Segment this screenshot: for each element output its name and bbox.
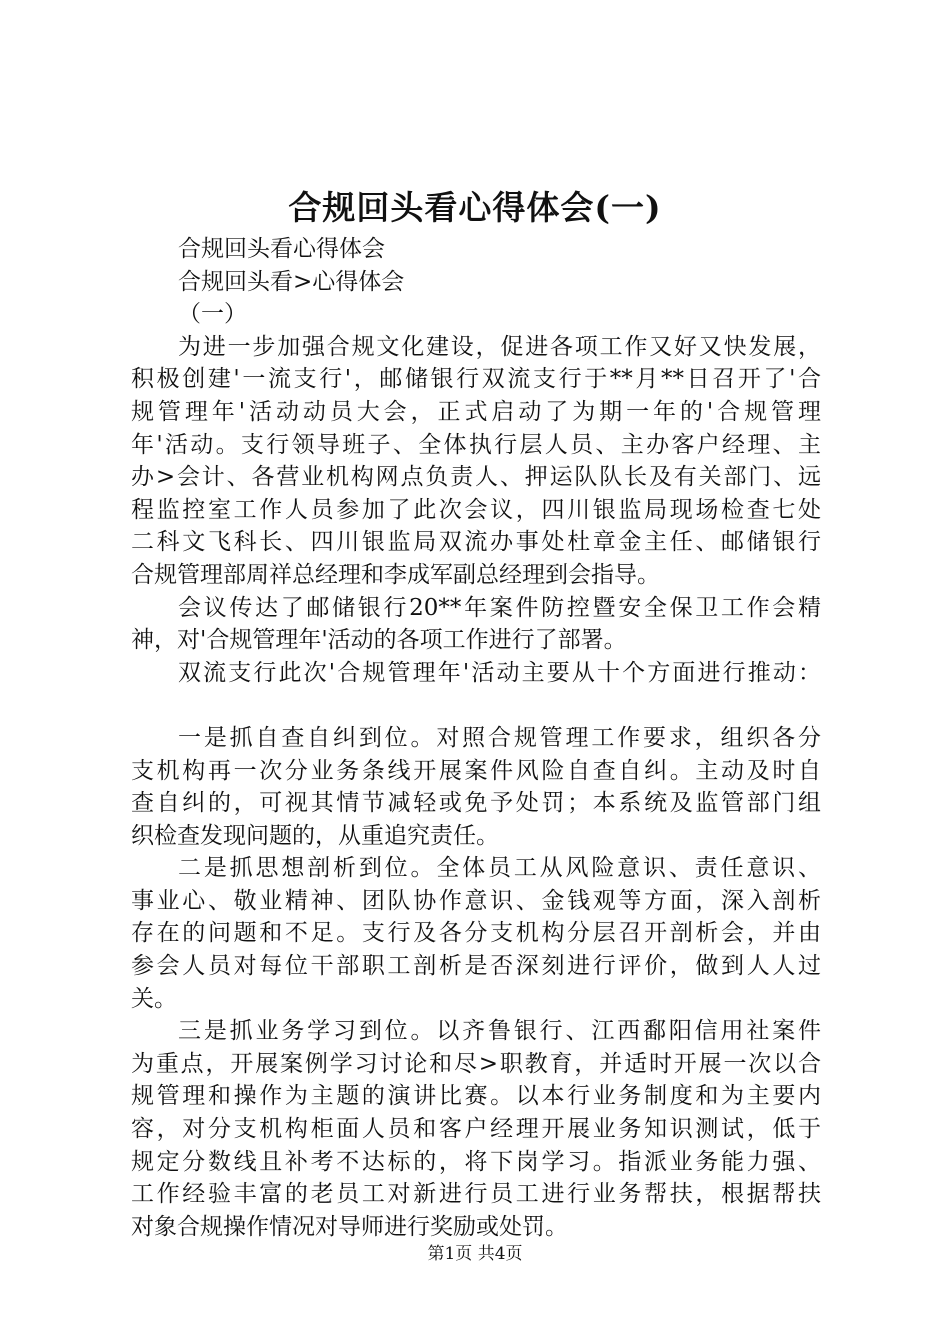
text-line: 关。 bbox=[131, 985, 177, 1012]
text-line: 程监控室工作人员参加了此次会议，四川银监局现场检查七处 bbox=[131, 496, 821, 523]
text-line: 会议传达了邮储银行20**年案件防控暨安全保卫工作会精 bbox=[178, 594, 821, 621]
paragraph bbox=[131, 657, 821, 690]
text-line: 存在的问题和不足。支行及各分支机构分层召开剖析会，并由 bbox=[131, 920, 821, 947]
paragraph bbox=[131, 331, 821, 592]
text-line: 工作经验丰富的老员工对新进行员工进行业务帮扶，根据帮扶 bbox=[131, 1181, 821, 1208]
page-footer: 第1页 共4页 bbox=[427, 1244, 523, 1264]
document-body bbox=[131, 233, 821, 1243]
subtitle-line: 合规回头看心得体会 bbox=[178, 236, 385, 262]
blank-line bbox=[131, 689, 821, 722]
document-title: 合规回头看心得体会(一) bbox=[288, 188, 662, 227]
text-line: 年'活动。支行领导班子、全体执行层人员、主办客户经理、主 bbox=[131, 431, 821, 458]
text-line: 事业心、敬业精神、团队协作意识、金钱观等方面，深入剖析 bbox=[131, 887, 821, 914]
text-line: 规定分数线且补考不达标的，将下岗学习。指派业务能力强、 bbox=[131, 1148, 821, 1175]
text-line: 神，对'合规管理年'活动的各项工作进行了部署。 bbox=[131, 627, 627, 654]
text-line: 查自纠的，可视其情节减轻或免予处罚；本系统及监管部门组 bbox=[131, 790, 821, 817]
text-line: 规管理年'活动动员大会，正式启动了为期一年的'合规管理 bbox=[131, 398, 821, 425]
text-line: 为重点，开展案例学习讨论和尽>职教育，并适时开展一次以合 bbox=[131, 1050, 821, 1077]
text-line: 双流支行此次'合规管理年'活动主要从十个方面进行推动： bbox=[178, 659, 821, 686]
text-line: 积极创建'一流支行'，邮储银行双流支行于**月**日召开了'合 bbox=[131, 366, 821, 393]
text-line: 对象合规操作情况对导师进行奖励或处罚。 bbox=[131, 1213, 568, 1240]
text-line: 三是抓业务学习到位。以齐鲁银行、江西鄱阳信用社案件 bbox=[178, 1018, 821, 1045]
text-line: 规管理和操作为主题的演讲比赛。以本行业务制度和为主要内 bbox=[131, 1083, 821, 1110]
text-line: 二是抓思想剖析到位。全体员工从风险意识、责任意识、 bbox=[178, 855, 821, 882]
text-line: 为进一步加强合规文化建设，促进各项工作又好又快发展， bbox=[178, 333, 821, 360]
text-line: 二科文飞科长、四川银监局双流办事处杜章金主任、邮储银行 bbox=[131, 529, 821, 556]
text-line: 一是抓自查自纠到位。对照合规管理工作要求，组织各分 bbox=[178, 724, 821, 751]
paragraph bbox=[131, 852, 821, 1015]
paragraph bbox=[131, 592, 821, 657]
text-line: 办>会计、各营业机构网点负责人、押运队队长及有关部门、远 bbox=[131, 464, 821, 491]
paragraph bbox=[131, 722, 821, 852]
text-line: 织检查发现问题的，从重追究责任。 bbox=[131, 822, 499, 849]
text-line: 参会人员对每位干部职工剖析是否深刻进行评价，做到人人过 bbox=[131, 953, 821, 980]
text-line: 合规管理部周祥总经理和李成军副总经理到会指导。 bbox=[131, 561, 660, 588]
subtitle-line: 合规回头看>心得体会 bbox=[178, 268, 405, 295]
subtitle-line: （一） bbox=[178, 301, 247, 328]
text-line: 容，对分支机构柜面人员和客户经理开展业务知识测试，低于 bbox=[131, 1116, 821, 1143]
paragraph bbox=[131, 1015, 821, 1243]
text-line: 支机构再一次分业务条线开展案件风险自查自纠。主动及时自 bbox=[131, 757, 821, 784]
